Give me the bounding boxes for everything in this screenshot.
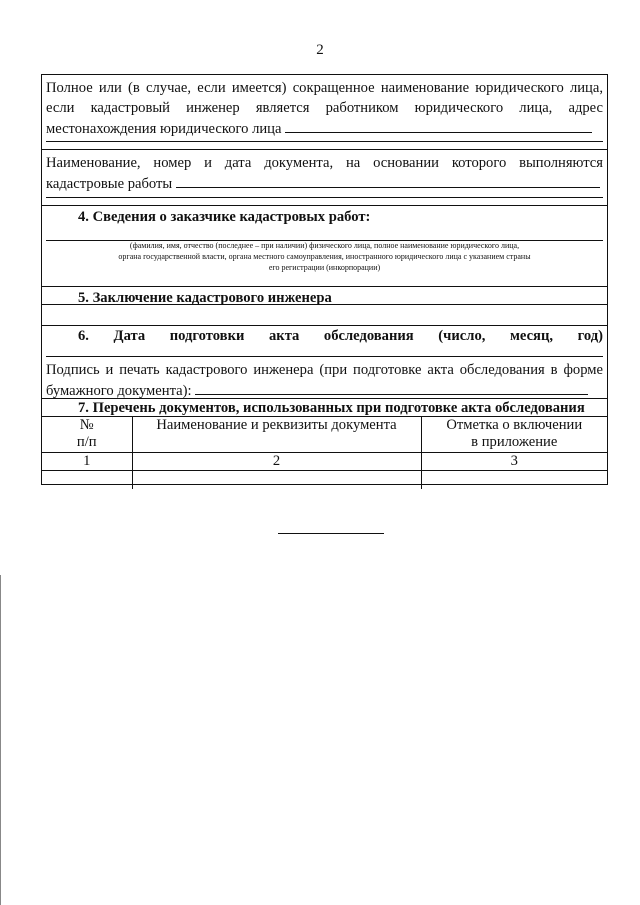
signature-field[interactable] (195, 380, 588, 395)
legal-entity-line-3: местонахождения юридического лица (46, 121, 282, 137)
customer-note-line-1: (фамилия, имя, отчество (последнее – при наличии) физического лица, полное наименование юридического лица, (129, 241, 520, 250)
signature-line-1: Подпись и печать кадастрового инженера (при подготовке акта обследования в форме (46, 362, 603, 378)
column-number-2: 2 (132, 453, 421, 471)
scan-edge-line (0, 575, 1, 905)
basis-document-line-1: Наименование, номер и дата документа, на основании которого выполняются (46, 155, 603, 171)
column-number-1: 1 (42, 453, 132, 471)
page-number: 2 (316, 42, 324, 58)
customer-heading: 4. Сведения о заказчике кадастровых работ: (78, 209, 371, 225)
column-header-number: № п/п (42, 417, 132, 453)
survey-date-heading: 6. Дата подготовки акта обследования (число, месяц, год) (78, 328, 603, 344)
basis-document-field[interactable] (176, 173, 600, 188)
customer-note-line-2: органа государственной власти, органа местного самоуправления, иностранного юридического лица с указанием страны (118, 252, 531, 261)
survey-date-section (42, 326, 607, 360)
customer-note-line-3: его регистрации (инкорпорации) (268, 263, 381, 272)
empty-cell[interactable] (421, 471, 607, 490)
column-header-attachment: Отметка о включении в приложение (421, 417, 607, 453)
legal-entity-line-1: Полное или (в случае, если имеется) сокращенное наименование юридического лица, (46, 80, 603, 96)
documents-section (42, 399, 607, 485)
empty-cell[interactable] (132, 471, 421, 490)
conclusion-field[interactable] (42, 304, 607, 305)
conclusion-heading: 5. Заключение кадастрового инженера (78, 290, 332, 306)
empty-cell[interactable] (42, 471, 132, 490)
legal-entity-section (42, 75, 607, 149)
basis-document-line-2: кадастровые работы (46, 176, 173, 192)
column-number-3: 3 (421, 453, 607, 471)
end-of-form-rule (278, 533, 384, 534)
signature-section (42, 360, 607, 398)
column-header-document: Наименование и реквизиты документа (132, 417, 421, 453)
survey-act-form (41, 74, 608, 485)
legal-address-field[interactable] (285, 118, 592, 133)
table-row (42, 471, 607, 490)
documents-heading: 7. Перечень документов, использованных при подготовке акта обследования (78, 400, 585, 416)
documents-table (42, 416, 607, 489)
signature-line-2: бумажного документа): (46, 383, 192, 399)
basis-document-section (42, 150, 607, 206)
customer-section (42, 206, 607, 286)
conclusion-section (42, 287, 607, 326)
basis-document-field-continuation[interactable] (46, 197, 603, 198)
legal-address-field-continuation[interactable] (46, 141, 603, 142)
survey-date-field[interactable] (46, 356, 603, 357)
legal-entity-line-2: если кадастровый инженер является работником юридического лица, адрес (46, 100, 603, 116)
